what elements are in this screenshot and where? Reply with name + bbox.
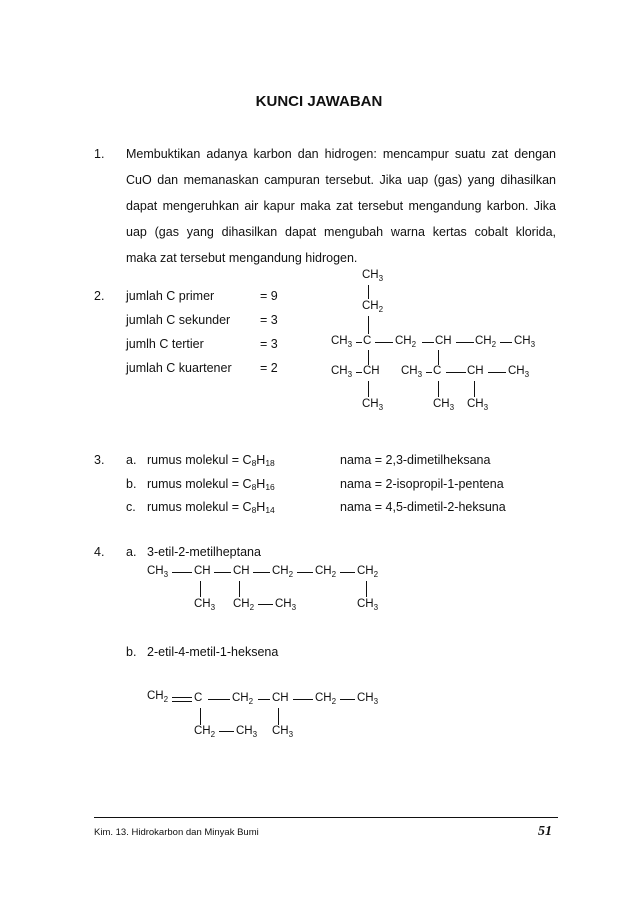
- q2-value-tertier: = 3: [260, 337, 278, 351]
- atom-ch3: $CH_3$: [362, 398, 384, 412]
- atom-ch3: $CH_3$: [194, 598, 216, 612]
- q2-value-sekunder: = 3: [260, 313, 278, 327]
- atom-ch3: $CH_3$: [514, 335, 536, 349]
- atom-ch: CH: [272, 692, 289, 704]
- q3-name: nama = 4,5-dimetil-2-heksuna: [340, 500, 506, 514]
- q3-letter: a.: [126, 453, 137, 467]
- atom-ch2: $CH_2$: [147, 690, 169, 704]
- atom-ch3: $CH_3$: [236, 725, 258, 739]
- q4b-name: 2-etil-4-metil-1-heksena: [147, 645, 279, 659]
- atom-ch3: $CH_3$: [362, 269, 384, 283]
- page-number: 51: [538, 824, 552, 839]
- atom-ch2: $CH_2$: [233, 598, 255, 612]
- atom-ch2: $CH_2$: [272, 565, 294, 579]
- q4a-letter: a.: [126, 545, 137, 559]
- footer-rule: [94, 817, 558, 818]
- atom-ch2: $CH_2$: [357, 565, 379, 579]
- atom-ch3: $CH_3$: [433, 398, 455, 412]
- atom-ch2: $CH_2$: [362, 300, 384, 314]
- q2-number: 2.: [94, 289, 105, 303]
- q1-line: maka zat tersebut mengandung hidrogen.: [126, 251, 358, 265]
- q2-label-sekunder: jumlah C sekunder: [126, 313, 231, 327]
- atom-ch3: $CH_3$: [331, 365, 353, 379]
- q3-formula: rumus molekul = $C_8H_{18}$: [147, 453, 275, 468]
- q1-line: Membuktikan adanya karbon dan hidrogen: mencampur suatu zat dengan: [126, 147, 556, 161]
- atom-c: C: [194, 692, 203, 704]
- atom-ch2: $CH_2$: [194, 725, 216, 739]
- q2-label-tertier: jumlh C tertier: [126, 337, 204, 351]
- q2-label-kuartener: jumlah C kuartener: [126, 361, 232, 375]
- q2-value-kuartener: = 2: [260, 361, 278, 375]
- atom-ch3: $CH_3$: [467, 398, 489, 412]
- atom-ch2: $CH_2$: [315, 565, 337, 579]
- q3-name: nama = 2-isopropil-1-pentena: [340, 477, 504, 491]
- q3-name: nama = 2,3-dimetilheksana: [340, 453, 491, 467]
- atom-ch: CH: [233, 565, 250, 577]
- atom-c: C: [433, 365, 442, 377]
- atom-ch3: $CH_3$: [401, 365, 423, 379]
- footer-text: Kim. 13. Hidrokarbon dan Minyak Bumi: [94, 827, 259, 838]
- q2-value-primer: = 9: [260, 289, 278, 303]
- atom-c: C: [363, 335, 372, 347]
- q4a-name: 3-etil-2-metilheptana: [147, 545, 261, 559]
- q3-formula: rumus molekul = $C_8H_{14}$: [147, 500, 275, 515]
- atom-ch2: $CH_2$: [232, 692, 254, 706]
- q1-number: 1.: [94, 147, 105, 161]
- atom-ch: CH: [363, 365, 380, 377]
- atom-ch3: $CH_3$: [275, 598, 297, 612]
- atom-ch3: $CH_3$: [147, 565, 169, 579]
- q1-answer: [126, 141, 556, 271]
- page-title: KUNCI JAWABAN: [255, 93, 383, 110]
- atom-ch: CH: [467, 365, 484, 377]
- q3-letter: b.: [126, 477, 137, 491]
- atom-ch3: $CH_3$: [357, 692, 379, 706]
- q3-formula: rumus molekul = $C_8H_{16}$: [147, 477, 275, 492]
- q1-line: dapat mengeruhkan air kapur maka zat tersebut mengandung karbon. Jika: [126, 199, 556, 213]
- q2-label-primer: jumlah C primer: [126, 289, 215, 303]
- atom-ch2: $CH_2$: [315, 692, 337, 706]
- atom-ch: CH: [194, 565, 211, 577]
- q1-line: uap (gas yang dihasilkan dapat mengubah warna kertas cobalt klorida,: [126, 225, 556, 239]
- q4b-letter: b.: [126, 645, 137, 659]
- atom-ch3: $CH_3$: [331, 335, 353, 349]
- atom-ch2: $CH_2$: [395, 335, 417, 349]
- atom-ch3: $CH_3$: [357, 598, 379, 612]
- atom-ch3: $CH_3$: [508, 365, 530, 379]
- q3-letter: c.: [126, 500, 136, 514]
- q4-number: 4.: [94, 545, 105, 559]
- atom-ch3: $CH_3$: [272, 725, 294, 739]
- atom-ch2: $CH_2$: [475, 335, 497, 349]
- q1-line: CuO dan memanaskan campuran tersebut. Jika uap (gas) yang dihasilkan: [126, 173, 556, 187]
- q3-number: 3.: [94, 453, 105, 467]
- atom-ch: CH: [435, 335, 452, 347]
